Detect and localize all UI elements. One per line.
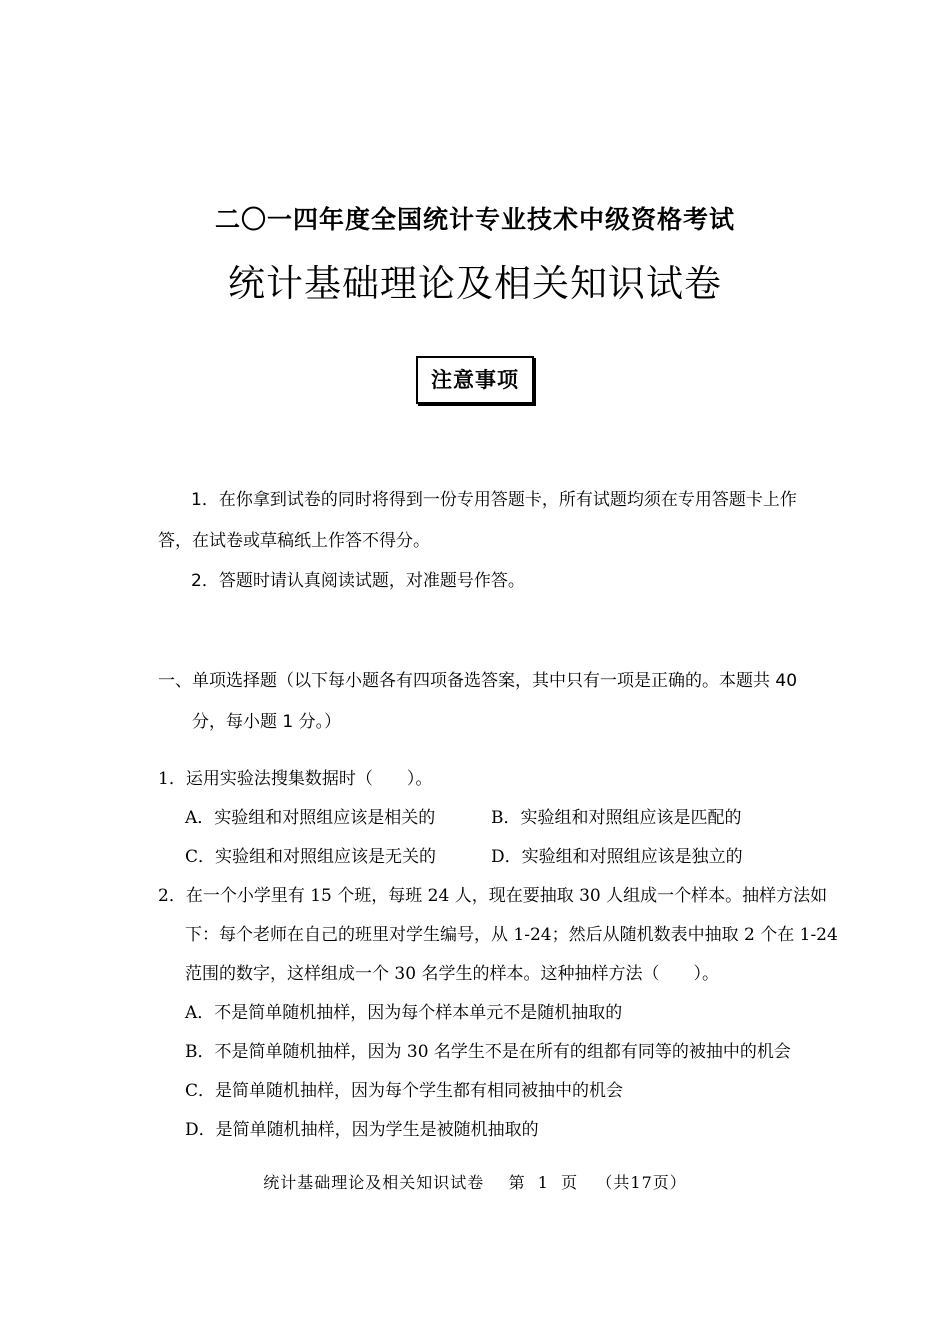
question-2-stem-line-2: 下：每个老师在自己的班里对学生编号，从 1-24；然后从随机数表中抽取 2 个在 1-24 <box>185 925 838 945</box>
question-2-option-c: C．是简单随机抽样，因为每个学生都有相同被抽中的机会 <box>185 1081 624 1101</box>
question-1-option-d: D．实验组和对照组应该是独立的 <box>491 847 743 867</box>
page-footer <box>0 1170 950 1193</box>
footer-doc-name: 统计基础理论及相关知识试卷 <box>263 1173 485 1192</box>
question-1-option-b: B．实验组和对照组应该是匹配的 <box>491 808 742 828</box>
question-2-option-d: D．是简单随机抽样，因为学生是被随机抽取的 <box>185 1120 539 1140</box>
question-1-option-a: A．实验组和对照组应该是相关的 <box>185 808 436 828</box>
footer-page-number: 第 1 页 <box>508 1173 579 1192</box>
question-2-option-b: B．不是简单随机抽样，因为 30 名学生不是在所有的组都有同等的被抽中的机会 <box>185 1042 791 1062</box>
notice-item-2: 2．答题时请认真阅读试题，对准题号作答。 <box>191 571 525 591</box>
notice-box: 注意事项 <box>416 356 534 404</box>
question-2-stem-line-3: 范围的数字，这样组成一个 30 名学生的样本。这种抽样方法（ ）。 <box>185 964 719 984</box>
section-heading-line-1: 一、单项选择题（以下每小题各有四项备选答案，其中只有一项是正确的。本题共 40 <box>158 671 798 691</box>
question-2-option-a: A．不是简单随机抽样，因为每个样本单元不是随机抽取的 <box>185 1003 623 1023</box>
exam-subtitle: 二〇一四年度全国统计专业技术中级资格考试 <box>214 205 735 234</box>
question-1-option-c: C．实验组和对照组应该是无关的 <box>185 847 437 867</box>
footer-total-pages: （共17页） <box>596 1173 687 1192</box>
notice-item-1-line-2: 答，在试卷或草稿纸上作答不得分。 <box>158 531 430 551</box>
section-heading-line-2: 分，每小题 1 分。） <box>192 712 342 732</box>
question-1-stem: 1．运用实验法搜集数据时（ ）。 <box>158 769 433 789</box>
notice-item-1-line-1: 1．在你拿到试卷的同时将得到一份专用答题卡，所有试题均须在专用答题卡上作 <box>191 490 797 510</box>
exam-title: 统计基础理论及相关知识试卷 <box>228 262 722 305</box>
question-2-stem-line-1: 2．在一个小学里有 15 个班，每班 24 人，现在要抽取 30 人组成一个样本。抽样方法如 <box>158 886 828 906</box>
